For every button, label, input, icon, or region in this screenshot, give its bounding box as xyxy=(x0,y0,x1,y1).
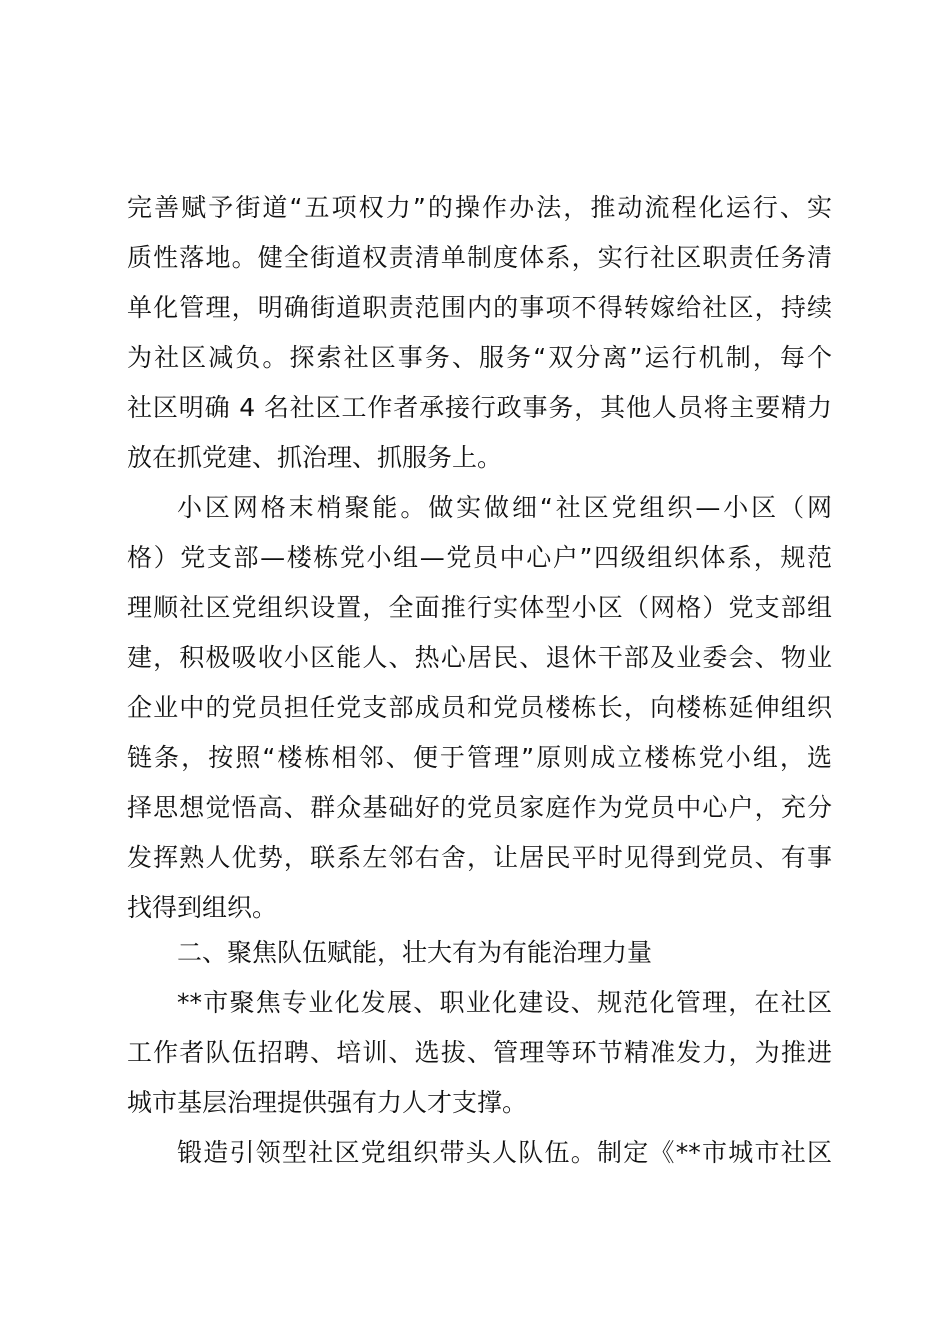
paragraph-2-line-8: 发挥熟人优势，联系左邻右舍，让居民平时见得到党员、有事 xyxy=(127,843,832,872)
paragraph-2-line-7: 择思想觉悟高、群众基础好的党员家庭作为党员中心户，充分 xyxy=(127,793,832,822)
paragraph-2-line-1: 小区网格末梢聚能。做实做细“社区党组织—小区（网 xyxy=(177,493,832,522)
paragraph-2-line-5: 企业中的党员担任党支部成员和党员楼栋长，向楼栋延伸组织 xyxy=(127,693,832,722)
paragraph-5-line-1: 锻造引领型社区党组织带头人队伍。制定《**市城市社区 xyxy=(177,1138,832,1167)
paragraph-4-line-3: 城市基层治理提供强有力人才支撑。 xyxy=(127,1088,528,1117)
section-heading: 二、聚焦队伍赋能，壮大有为有能治理力量 xyxy=(177,938,653,967)
paragraph-1-line-5: 社区明确 4 名社区工作者承接行政事务，其他人员将主要精力 xyxy=(127,393,832,422)
paragraph-1-line-1: 完善赋予街道“五项权力”的操作办法，推动流程化运行、实 xyxy=(127,193,832,222)
paragraph-4-line-2: 工作者队伍招聘、培训、选拔、管理等环节精准发力，为推进 xyxy=(127,1038,832,1067)
paragraph-2-line-9: 找得到组织。 xyxy=(127,893,278,922)
paragraph-2-line-4: 建，积极吸收小区能人、热心居民、退休干部及业委会、物业 xyxy=(127,643,832,672)
paragraph-1-line-3: 单化管理，明确街道职责范围内的事项不得转嫁给社区，持续 xyxy=(127,293,832,322)
paragraph-1-line-2: 质性落地。健全街道权责清单制度体系，实行社区职责任务清 xyxy=(127,243,832,272)
paragraph-2-line-6: 链条，按照“楼栋相邻、便于管理”原则成立楼栋党小组，选 xyxy=(127,743,832,772)
paragraph-2-line-2: 格）党支部—楼栋党小组—党员中心户”四级组织体系，规范 xyxy=(127,543,832,572)
paragraph-4-line-1: **市聚焦专业化发展、职业化建设、规范化管理，在社区 xyxy=(177,988,832,1017)
paragraph-1-line-6: 放在抓党建、抓治理、抓服务上。 xyxy=(127,443,503,472)
paragraph-2-line-3: 理顺社区党组织设置，全面推行实体型小区（网格）党支部组 xyxy=(127,593,832,622)
paragraph-1-line-4: 为社区减负。探索社区事务、服务“双分离”运行机制，每个 xyxy=(127,343,832,372)
